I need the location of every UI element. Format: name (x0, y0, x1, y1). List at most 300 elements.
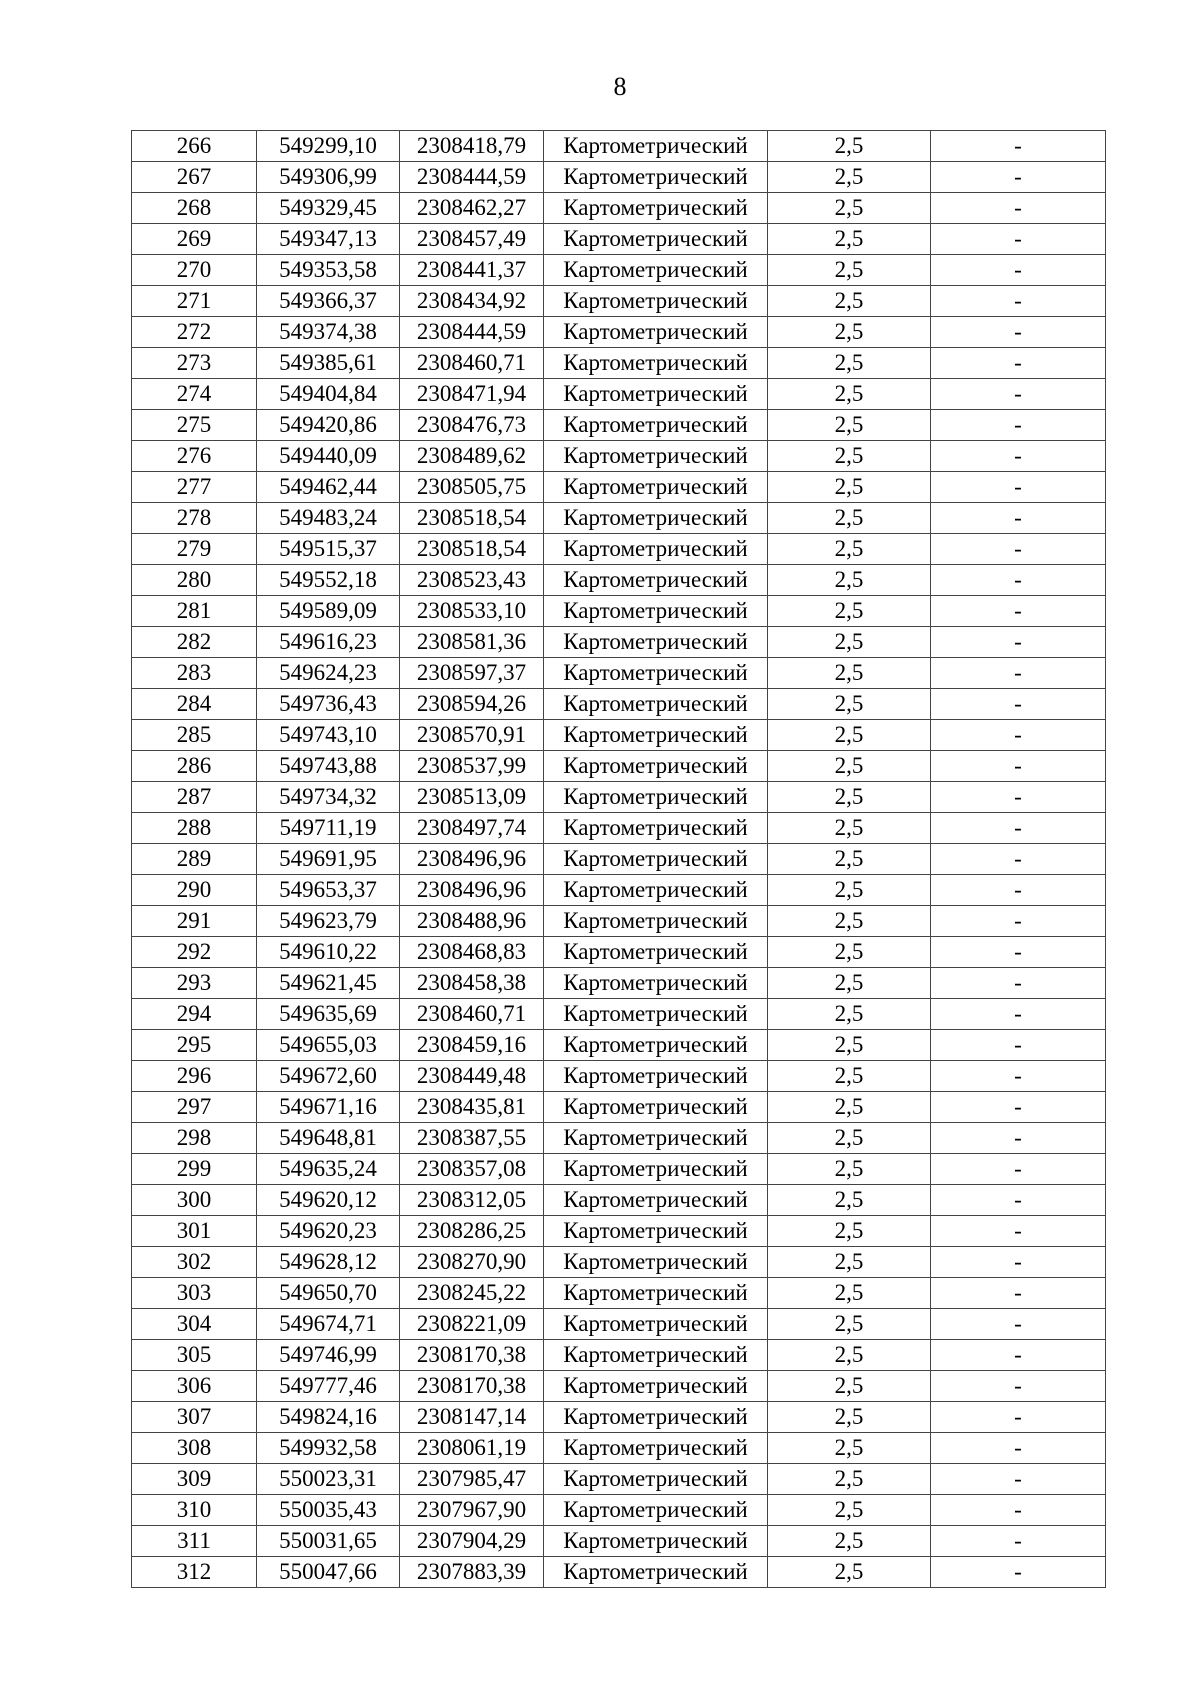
accuracy-cell: 2,5 (768, 534, 931, 565)
accuracy-cell: 2,5 (768, 317, 931, 348)
method-cell: Картометрический (544, 627, 768, 658)
y-coordinate-cell: 2308457,49 (400, 224, 544, 255)
point-number-cell: 311 (132, 1526, 257, 1557)
table-row (132, 131, 1106, 162)
point-number-cell: 270 (132, 255, 257, 286)
accuracy-cell: 2,5 (768, 596, 931, 627)
y-coordinate-cell: 2308460,71 (400, 348, 544, 379)
coordinates-table-body (132, 131, 1106, 1588)
note-cell: - (931, 1557, 1106, 1588)
point-number-cell: 282 (132, 627, 257, 658)
page-number: 8 (613, 72, 627, 101)
x-coordinate-cell: 549420,86 (257, 410, 400, 441)
point-number-cell: 286 (132, 751, 257, 782)
accuracy-cell: 2,5 (768, 224, 931, 255)
y-coordinate-cell: 2308147,14 (400, 1402, 544, 1433)
x-coordinate-cell: 549711,19 (257, 813, 400, 844)
point-number-cell: 305 (132, 1340, 257, 1371)
y-coordinate-cell: 2308460,71 (400, 999, 544, 1030)
y-coordinate-cell: 2308270,90 (400, 1247, 544, 1278)
note-cell: - (931, 689, 1106, 720)
y-coordinate-cell: 2308488,96 (400, 906, 544, 937)
method-cell: Картометрический (544, 1092, 768, 1123)
method-cell: Картометрический (544, 999, 768, 1030)
method-cell: Картометрический (544, 1557, 768, 1588)
accuracy-cell: 2,5 (768, 937, 931, 968)
note-cell: - (931, 906, 1106, 937)
note-cell: - (931, 1495, 1106, 1526)
note-cell: - (931, 503, 1106, 534)
table-row (132, 255, 1106, 286)
method-cell: Картометрический (544, 1247, 768, 1278)
accuracy-cell: 2,5 (768, 131, 931, 162)
table-row (132, 193, 1106, 224)
method-cell: Картометрический (544, 441, 768, 472)
point-number-cell: 274 (132, 379, 257, 410)
method-cell: Картометрический (544, 782, 768, 813)
method-cell: Картометрический (544, 1309, 768, 1340)
y-coordinate-cell: 2308518,54 (400, 503, 544, 534)
x-coordinate-cell: 549515,37 (257, 534, 400, 565)
accuracy-cell: 2,5 (768, 255, 931, 286)
note-cell: - (931, 720, 1106, 751)
table-row (132, 1092, 1106, 1123)
table-row (132, 1030, 1106, 1061)
note-cell: - (931, 1092, 1106, 1123)
y-coordinate-cell: 2308061,19 (400, 1433, 544, 1464)
point-number-cell: 277 (132, 472, 257, 503)
x-coordinate-cell: 549374,38 (257, 317, 400, 348)
y-coordinate-cell: 2307985,47 (400, 1464, 544, 1495)
point-number-cell: 301 (132, 1216, 257, 1247)
y-coordinate-cell: 2308496,96 (400, 844, 544, 875)
coordinates-table (131, 130, 1106, 1588)
x-coordinate-cell: 549623,79 (257, 906, 400, 937)
y-coordinate-cell: 2308434,92 (400, 286, 544, 317)
point-number-cell: 304 (132, 1309, 257, 1340)
method-cell: Картометрический (544, 906, 768, 937)
point-number-cell: 273 (132, 348, 257, 379)
method-cell: Картометрический (544, 1278, 768, 1309)
method-cell: Картометрический (544, 410, 768, 441)
method-cell: Картометрический (544, 1123, 768, 1154)
note-cell: - (931, 813, 1106, 844)
point-number-cell: 271 (132, 286, 257, 317)
x-coordinate-cell: 549385,61 (257, 348, 400, 379)
note-cell: - (931, 1309, 1106, 1340)
table-row (132, 503, 1106, 534)
y-coordinate-cell: 2308462,27 (400, 193, 544, 224)
table-row (132, 968, 1106, 999)
method-cell: Картометрический (544, 751, 768, 782)
accuracy-cell: 2,5 (768, 1185, 931, 1216)
method-cell: Картометрический (544, 1495, 768, 1526)
method-cell: Картометрический (544, 1030, 768, 1061)
method-cell: Картометрический (544, 813, 768, 844)
method-cell: Картометрический (544, 720, 768, 751)
point-number-cell: 268 (132, 193, 257, 224)
method-cell: Картометрический (544, 1433, 768, 1464)
accuracy-cell: 2,5 (768, 658, 931, 689)
note-cell: - (931, 1061, 1106, 1092)
x-coordinate-cell: 549671,16 (257, 1092, 400, 1123)
accuracy-cell: 2,5 (768, 844, 931, 875)
y-coordinate-cell: 2307904,29 (400, 1526, 544, 1557)
y-coordinate-cell: 2308444,59 (400, 162, 544, 193)
y-coordinate-cell: 2308170,38 (400, 1340, 544, 1371)
accuracy-cell: 2,5 (768, 472, 931, 503)
x-coordinate-cell: 549610,22 (257, 937, 400, 968)
note-cell: - (931, 1340, 1106, 1371)
table-row (132, 1154, 1106, 1185)
table-row (132, 441, 1106, 472)
method-cell: Картометрический (544, 348, 768, 379)
y-coordinate-cell: 2308489,62 (400, 441, 544, 472)
note-cell: - (931, 534, 1106, 565)
point-number-cell: 312 (132, 1557, 257, 1588)
y-coordinate-cell: 2308496,96 (400, 875, 544, 906)
method-cell: Картометрический (544, 937, 768, 968)
note-cell: - (931, 348, 1106, 379)
x-coordinate-cell: 549650,70 (257, 1278, 400, 1309)
x-coordinate-cell: 549824,16 (257, 1402, 400, 1433)
x-coordinate-cell: 549932,58 (257, 1433, 400, 1464)
note-cell: - (931, 875, 1106, 906)
table-row (132, 627, 1106, 658)
method-cell: Картометрический (544, 596, 768, 627)
y-coordinate-cell: 2308505,75 (400, 472, 544, 503)
note-cell: - (931, 441, 1106, 472)
accuracy-cell: 2,5 (768, 1123, 931, 1154)
accuracy-cell: 2,5 (768, 689, 931, 720)
accuracy-cell: 2,5 (768, 1061, 931, 1092)
note-cell: - (931, 1123, 1106, 1154)
x-coordinate-cell: 550035,43 (257, 1495, 400, 1526)
point-number-cell: 292 (132, 937, 257, 968)
table-row (132, 1495, 1106, 1526)
point-number-cell: 309 (132, 1464, 257, 1495)
point-number-cell: 276 (132, 441, 257, 472)
point-number-cell: 298 (132, 1123, 257, 1154)
note-cell: - (931, 1154, 1106, 1185)
y-coordinate-cell: 2308418,79 (400, 131, 544, 162)
table-row (132, 1402, 1106, 1433)
x-coordinate-cell: 549552,18 (257, 565, 400, 596)
accuracy-cell: 2,5 (768, 286, 931, 317)
note-cell: - (931, 1278, 1106, 1309)
table-row (132, 1185, 1106, 1216)
point-number-cell: 297 (132, 1092, 257, 1123)
note-cell: - (931, 317, 1106, 348)
table-row (132, 472, 1106, 503)
method-cell: Картометрический (544, 534, 768, 565)
y-coordinate-cell: 2308518,54 (400, 534, 544, 565)
x-coordinate-cell: 549777,46 (257, 1371, 400, 1402)
x-coordinate-cell: 549329,45 (257, 193, 400, 224)
table-row (132, 658, 1106, 689)
table-row (132, 813, 1106, 844)
y-coordinate-cell: 2308468,83 (400, 937, 544, 968)
accuracy-cell: 2,5 (768, 503, 931, 534)
x-coordinate-cell: 549404,84 (257, 379, 400, 410)
table-row (132, 534, 1106, 565)
y-coordinate-cell: 2308441,37 (400, 255, 544, 286)
table-row (132, 906, 1106, 937)
x-coordinate-cell: 549674,71 (257, 1309, 400, 1340)
accuracy-cell: 2,5 (768, 1464, 931, 1495)
y-coordinate-cell: 2308459,16 (400, 1030, 544, 1061)
accuracy-cell: 2,5 (768, 379, 931, 410)
note-cell: - (931, 596, 1106, 627)
x-coordinate-cell: 549589,09 (257, 596, 400, 627)
y-coordinate-cell: 2308597,37 (400, 658, 544, 689)
method-cell: Картометрический (544, 503, 768, 534)
method-cell: Картометрический (544, 968, 768, 999)
point-number-cell: 269 (132, 224, 257, 255)
y-coordinate-cell: 2308221,09 (400, 1309, 544, 1340)
accuracy-cell: 2,5 (768, 1092, 931, 1123)
method-cell: Картометрический (544, 1340, 768, 1371)
method-cell: Картометрический (544, 317, 768, 348)
y-coordinate-cell: 2308357,08 (400, 1154, 544, 1185)
method-cell: Картометрический (544, 1464, 768, 1495)
accuracy-cell: 2,5 (768, 1030, 931, 1061)
table-row (132, 720, 1106, 751)
table-row (132, 875, 1106, 906)
note-cell: - (931, 1464, 1106, 1495)
x-coordinate-cell: 549616,23 (257, 627, 400, 658)
accuracy-cell: 2,5 (768, 782, 931, 813)
note-cell: - (931, 1371, 1106, 1402)
table-row (132, 1061, 1106, 1092)
point-number-cell: 272 (132, 317, 257, 348)
method-cell: Картометрический (544, 875, 768, 906)
accuracy-cell: 2,5 (768, 1495, 931, 1526)
point-number-cell: 281 (132, 596, 257, 627)
point-number-cell: 284 (132, 689, 257, 720)
method-cell: Картометрический (544, 1185, 768, 1216)
accuracy-cell: 2,5 (768, 193, 931, 224)
x-coordinate-cell: 549483,24 (257, 503, 400, 534)
table-row (132, 782, 1106, 813)
table-row (132, 1309, 1106, 1340)
point-number-cell: 267 (132, 162, 257, 193)
method-cell: Картометрический (544, 255, 768, 286)
x-coordinate-cell: 549306,99 (257, 162, 400, 193)
note-cell: - (931, 627, 1106, 658)
point-number-cell: 302 (132, 1247, 257, 1278)
y-coordinate-cell: 2308570,91 (400, 720, 544, 751)
accuracy-cell: 2,5 (768, 627, 931, 658)
note-cell: - (931, 255, 1106, 286)
note-cell: - (931, 224, 1106, 255)
x-coordinate-cell: 549653,37 (257, 875, 400, 906)
x-coordinate-cell: 549624,23 (257, 658, 400, 689)
x-coordinate-cell: 549648,81 (257, 1123, 400, 1154)
point-number-cell: 295 (132, 1030, 257, 1061)
method-cell: Картометрический (544, 379, 768, 410)
note-cell: - (931, 1433, 1106, 1464)
table-row (132, 1526, 1106, 1557)
x-coordinate-cell: 549672,60 (257, 1061, 400, 1092)
y-coordinate-cell: 2308458,38 (400, 968, 544, 999)
note-cell: - (931, 1402, 1106, 1433)
y-coordinate-cell: 2308581,36 (400, 627, 544, 658)
note-cell: - (931, 782, 1106, 813)
accuracy-cell: 2,5 (768, 1340, 931, 1371)
table-row (132, 751, 1106, 782)
accuracy-cell: 2,5 (768, 1557, 931, 1588)
x-coordinate-cell: 549628,12 (257, 1247, 400, 1278)
note-cell: - (931, 131, 1106, 162)
y-coordinate-cell: 2308449,48 (400, 1061, 544, 1092)
point-number-cell: 283 (132, 658, 257, 689)
note-cell: - (931, 1030, 1106, 1061)
y-coordinate-cell: 2308312,05 (400, 1185, 544, 1216)
accuracy-cell: 2,5 (768, 813, 931, 844)
y-coordinate-cell: 2307967,90 (400, 1495, 544, 1526)
accuracy-cell: 2,5 (768, 875, 931, 906)
point-number-cell: 296 (132, 1061, 257, 1092)
table-row (132, 565, 1106, 596)
accuracy-cell: 2,5 (768, 1278, 931, 1309)
point-number-cell: 285 (132, 720, 257, 751)
x-coordinate-cell: 549462,44 (257, 472, 400, 503)
accuracy-cell: 2,5 (768, 1154, 931, 1185)
point-number-cell: 280 (132, 565, 257, 596)
note-cell: - (931, 1526, 1106, 1557)
table-row (132, 1278, 1106, 1309)
y-coordinate-cell: 2308537,99 (400, 751, 544, 782)
point-number-cell: 307 (132, 1402, 257, 1433)
point-number-cell: 300 (132, 1185, 257, 1216)
x-coordinate-cell: 550023,31 (257, 1464, 400, 1495)
table-row (132, 1247, 1106, 1278)
accuracy-cell: 2,5 (768, 999, 931, 1030)
method-cell: Картометрический (544, 286, 768, 317)
accuracy-cell: 2,5 (768, 720, 931, 751)
y-coordinate-cell: 2308533,10 (400, 596, 544, 627)
note-cell: - (931, 844, 1106, 875)
note-cell: - (931, 1185, 1106, 1216)
method-cell: Картометрический (544, 1526, 768, 1557)
y-coordinate-cell: 2308444,59 (400, 317, 544, 348)
accuracy-cell: 2,5 (768, 906, 931, 937)
note-cell: - (931, 472, 1106, 503)
point-number-cell: 291 (132, 906, 257, 937)
x-coordinate-cell: 549353,58 (257, 255, 400, 286)
table-row (132, 224, 1106, 255)
point-number-cell: 303 (132, 1278, 257, 1309)
accuracy-cell: 2,5 (768, 1247, 931, 1278)
note-cell: - (931, 379, 1106, 410)
x-coordinate-cell: 549440,09 (257, 441, 400, 472)
point-number-cell: 275 (132, 410, 257, 441)
table-row (132, 348, 1106, 379)
y-coordinate-cell: 2308513,09 (400, 782, 544, 813)
x-coordinate-cell: 549347,13 (257, 224, 400, 255)
point-number-cell: 278 (132, 503, 257, 534)
y-coordinate-cell: 2308497,74 (400, 813, 544, 844)
point-number-cell: 288 (132, 813, 257, 844)
note-cell: - (931, 1247, 1106, 1278)
table-row (132, 317, 1106, 348)
point-number-cell: 308 (132, 1433, 257, 1464)
x-coordinate-cell: 549691,95 (257, 844, 400, 875)
y-coordinate-cell: 2308476,73 (400, 410, 544, 441)
table-row (132, 937, 1106, 968)
method-cell: Картометрический (544, 565, 768, 596)
x-coordinate-cell: 549635,24 (257, 1154, 400, 1185)
y-coordinate-cell: 2308286,25 (400, 1216, 544, 1247)
point-number-cell: 279 (132, 534, 257, 565)
method-cell: Картометрический (544, 689, 768, 720)
method-cell: Картометрический (544, 162, 768, 193)
method-cell: Картометрический (544, 193, 768, 224)
method-cell: Картометрический (544, 224, 768, 255)
y-coordinate-cell: 2308435,81 (400, 1092, 544, 1123)
note-cell: - (931, 968, 1106, 999)
point-number-cell: 266 (132, 131, 257, 162)
note-cell: - (931, 410, 1106, 441)
table-row (132, 999, 1106, 1030)
accuracy-cell: 2,5 (768, 1216, 931, 1247)
accuracy-cell: 2,5 (768, 968, 931, 999)
x-coordinate-cell: 550047,66 (257, 1557, 400, 1588)
note-cell: - (931, 937, 1106, 968)
table-row (132, 1371, 1106, 1402)
method-cell: Картометрический (544, 1216, 768, 1247)
method-cell: Картометрический (544, 1402, 768, 1433)
point-number-cell: 294 (132, 999, 257, 1030)
table-row (132, 286, 1106, 317)
point-number-cell: 287 (132, 782, 257, 813)
x-coordinate-cell: 549621,45 (257, 968, 400, 999)
y-coordinate-cell: 2308523,43 (400, 565, 544, 596)
accuracy-cell: 2,5 (768, 441, 931, 472)
table-row (132, 1557, 1106, 1588)
note-cell: - (931, 565, 1106, 596)
method-cell: Картометрический (544, 1371, 768, 1402)
table-row (132, 1216, 1106, 1247)
accuracy-cell: 2,5 (768, 1309, 931, 1340)
note-cell: - (931, 999, 1106, 1030)
x-coordinate-cell: 549366,37 (257, 286, 400, 317)
table-row (132, 1123, 1106, 1154)
method-cell: Картометрический (544, 472, 768, 503)
y-coordinate-cell: 2308387,55 (400, 1123, 544, 1154)
point-number-cell: 290 (132, 875, 257, 906)
method-cell: Картометрический (544, 658, 768, 689)
y-coordinate-cell: 2308471,94 (400, 379, 544, 410)
x-coordinate-cell: 549299,10 (257, 131, 400, 162)
point-number-cell: 299 (132, 1154, 257, 1185)
accuracy-cell: 2,5 (768, 348, 931, 379)
point-number-cell: 306 (132, 1371, 257, 1402)
method-cell: Картометрический (544, 131, 768, 162)
y-coordinate-cell: 2308245,22 (400, 1278, 544, 1309)
x-coordinate-cell: 549734,32 (257, 782, 400, 813)
note-cell: - (931, 751, 1106, 782)
table-row (132, 689, 1106, 720)
x-coordinate-cell: 549743,88 (257, 751, 400, 782)
table-row (132, 162, 1106, 193)
table-row (132, 1340, 1106, 1371)
y-coordinate-cell: 2308170,38 (400, 1371, 544, 1402)
table-row (132, 1464, 1106, 1495)
x-coordinate-cell: 549743,10 (257, 720, 400, 751)
point-number-cell: 289 (132, 844, 257, 875)
